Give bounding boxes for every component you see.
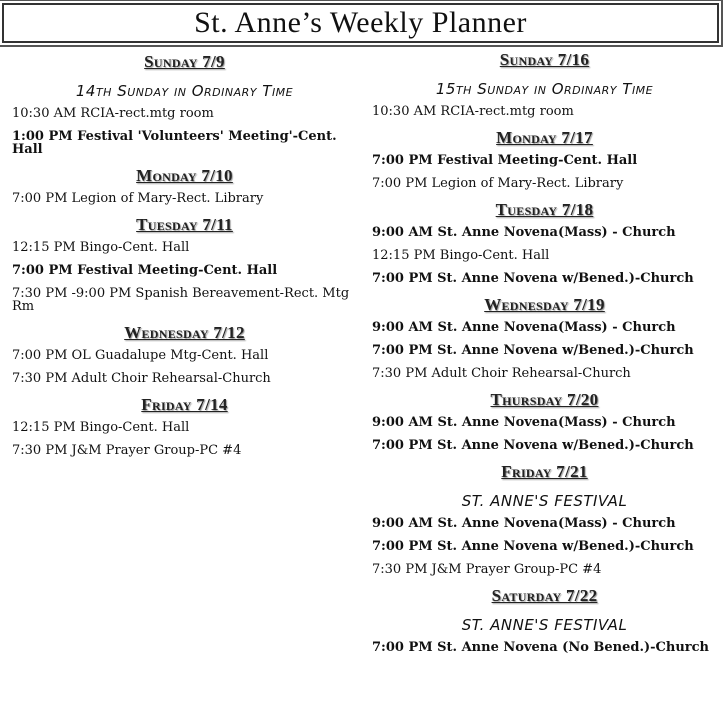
event-item: 7:00 PM Legion of Mary-Rect. Library <box>12 191 264 206</box>
event-item: 7:00 PM Festival Meeting-Cent. Hall <box>372 153 638 168</box>
event-item: 9:00 AM St. Anne Novena(Mass) - Church <box>372 516 676 531</box>
feast-title: 14th Sunday in Ordinary Time <box>75 82 294 100</box>
left-column <box>12 48 357 467</box>
event-item: 7:00 PM Festival Meeting-Cent. Hall <box>12 263 278 278</box>
feast-title: ST. ANNE'S FESTIVAL <box>461 492 628 510</box>
event-item: 7:30 PM J&M Prayer Group-PC #4 <box>372 562 602 577</box>
day-heading: Friday 7/21 <box>501 462 588 481</box>
feast-title: ST. ANNE'S FESTIVAL <box>461 616 628 634</box>
feast-title: 15th Sunday in Ordinary Time <box>435 80 654 98</box>
right-column <box>372 46 717 664</box>
day-heading: Tuesday 7/18 <box>495 200 594 219</box>
event-item: 9:00 AM St. Anne Novena(Mass) - Church <box>372 415 676 430</box>
event-item: 7:00 PM Legion of Mary-Rect. Library <box>372 176 624 191</box>
day-heading: Tuesday 7/11 <box>136 215 233 234</box>
day-heading: Thursday 7/20 <box>490 390 599 409</box>
day-heading: Monday 7/17 <box>496 128 593 147</box>
day-heading: Monday 7/10 <box>136 166 233 185</box>
event-item: 7:30 PM Adult Choir Rehearsal-Church <box>12 371 271 386</box>
event-item: 9:00 AM St. Anne Novena(Mass) - Church <box>372 225 676 240</box>
event-item: 12:15 PM Bingo-Cent. Hall <box>12 240 190 255</box>
event-item: 12:15 PM Bingo-Cent. Hall <box>12 420 190 435</box>
day-heading: Wednesday 7/12 <box>124 323 245 342</box>
event-item: 7:00 PM St. Anne Novena w/Bened.)-Church <box>372 343 694 358</box>
event-item: 7:30 PM Adult Choir Rehearsal-Church <box>372 366 631 381</box>
event-item: 7:00 PM OL Guadalupe Mtg-Cent. Hall <box>12 348 269 363</box>
planner-title-box <box>2 3 719 43</box>
event-item: 10:30 AM RCIA-rect.mtg room <box>12 106 214 121</box>
event-item: 9:00 AM St. Anne Novena(Mass) - Church <box>372 320 676 335</box>
day-heading: Sunday 7/9 <box>144 52 225 71</box>
event-item: 1:00 PM Festival 'Volunteers' Meeting'-Cent. Hall <box>12 129 337 157</box>
page-title: St. Anne’s Weekly Planner <box>194 6 527 39</box>
event-item: 12:15 PM Bingo-Cent. Hall <box>372 248 550 263</box>
day-heading: Sunday 7/16 <box>499 50 590 69</box>
event-item: 7:00 PM St. Anne Novena (No Bened.)-Church <box>372 640 710 655</box>
event-item: 10:30 AM RCIA-rect.mtg room <box>372 104 574 119</box>
event-item: 7:00 PM St. Anne Novena w/Bened.)-Church <box>372 539 694 554</box>
day-heading: Wednesday 7/19 <box>484 295 605 314</box>
day-heading: Saturday 7/22 <box>491 586 598 605</box>
day-heading: Friday 7/14 <box>141 395 228 414</box>
event-item: 7:00 PM St. Anne Novena w/Bened.)-Church <box>372 271 694 286</box>
event-item: 7:30 PM J&M Prayer Group-PC #4 <box>12 443 242 458</box>
event-item: 7:30 PM -9:00 PM Spanish Bereavement-Rect. Mtg Rm <box>12 286 350 314</box>
event-item: 7:00 PM St. Anne Novena w/Bened.)-Church <box>372 438 694 453</box>
